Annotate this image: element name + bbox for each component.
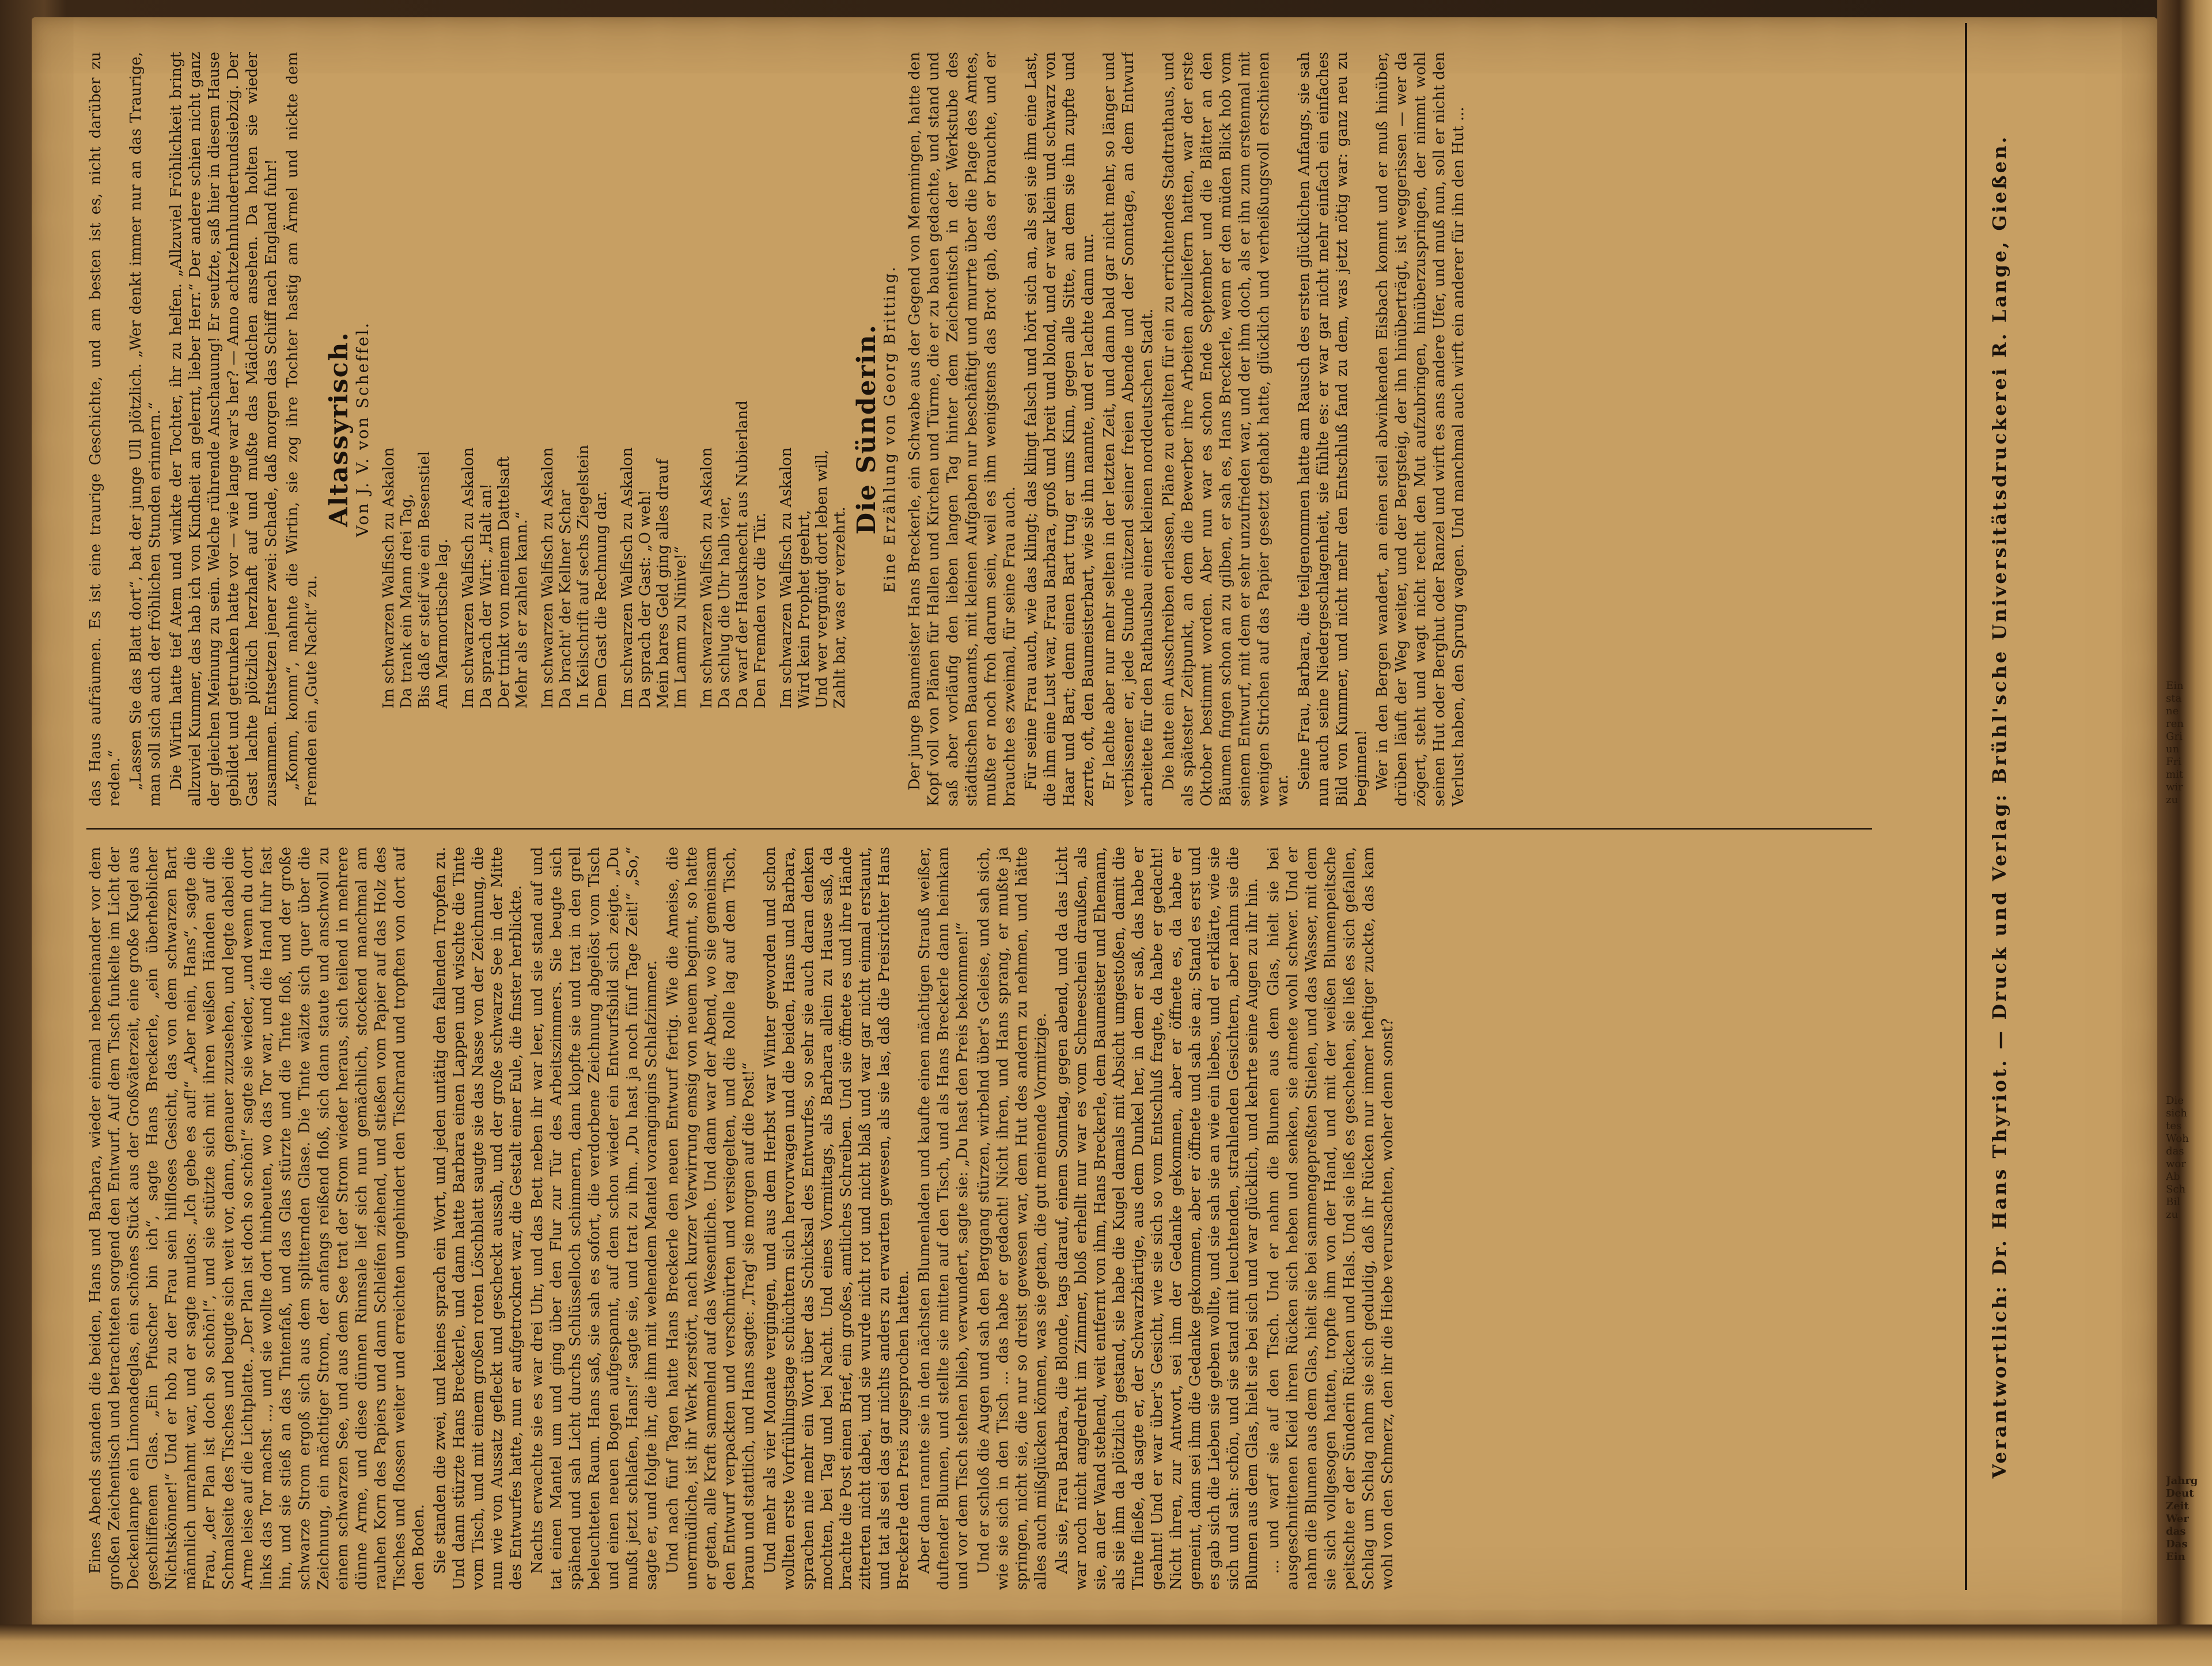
poem-line: Im Lamm zu Ninive!“ bbox=[672, 546, 690, 709]
column-right bbox=[86, 52, 1907, 807]
adjacent-line: das bbox=[2166, 1145, 2184, 1157]
adjacent-line: Sch bbox=[2166, 1183, 2186, 1195]
poem bbox=[380, 52, 849, 709]
story-subtitle: Eine Erzählung von Georg Britting. bbox=[881, 265, 899, 593]
paragraph: Wer in den Bergen wandert, an einen steil abwinkenden Eisbach kommt und er muß hinüber, drüben läuft der Weg weiter, und der Bergsteig, der ihn hinüberträgt, ist weggerissen — wer da zögert, steht und wagt nicht recht den Mut aufzubringen, hinüberzuspringen, der nimmt wohl seinen Hut oder Berghut oder Ranzel und wirft es ans andere Ufer, und muß nun, soll er nicht den Verlust haben, den Sprung wagen. Und manchmal auch wirft ein anderer für ihn den Hut ... bbox=[1374, 52, 1467, 807]
paragraph: Seine Frau, Barbara, die teilgenommen hatte am Rausch des ersten glücklichen Anfangs, sie sah nun auch seine Niedergeschlagenheit, sie fühlte es: er war gar nicht mehr einfach ein einfaches Bild von Kummer, und nicht mehr den Entschluß fand zu dem, was jetzt nötig war: ganz neu zu beginnen! bbox=[1296, 52, 1370, 807]
adjacent-line: ren bbox=[2166, 718, 2184, 730]
imprint-footer: Verantwortlich: Dr. Hans Thyriot. — Druck und Verlag: Brühl'sche Universitätsdruckerei R. Lange, Gießen. bbox=[1988, 134, 2010, 1479]
paragraph: Für seine Frau auch, wie das klingt; das klingt falsch und hört sich an, als sei sie ihm eine Last, die ihm eine Lust war, Frau Barbara, groß und breit und blond, und er war klein und schwarz von Haar und Bart; denn einen Bart trug er ums Kinn, gegen alle Sitte, an dem sie ihn zupfte und zerrte, oft, den Baumeisterbart, wie sie ihn nannte, und er lachte dann nur. bbox=[1022, 52, 1097, 807]
adjacent-line: sta bbox=[2166, 692, 2182, 705]
adjacent-line: das bbox=[2166, 1525, 2186, 1538]
poem-line: Am Marmortische lag. bbox=[434, 539, 451, 709]
poem-line: In Keilschrift auf sechs Ziegelstein bbox=[575, 445, 592, 709]
adjacent-line: sich bbox=[2166, 1107, 2187, 1119]
adjacent-line: wir bbox=[2166, 781, 2183, 793]
adjacent-line: Bil bbox=[2166, 1196, 2180, 1208]
poem-stanza bbox=[539, 52, 611, 709]
underlying-page-edge bbox=[0, 1625, 2212, 1666]
poem-line: Im schwarzen Walfisch zu Askalon bbox=[539, 447, 556, 709]
poem-line: Da sprach der Wirt: „Halt an! bbox=[478, 483, 495, 709]
adjacent-line: Ein bbox=[2166, 1551, 2186, 1563]
adjacent-line: mit bbox=[2166, 768, 2184, 781]
paragraph: Als sie, Frau Barbara, die Blonde, tags darauf, einem Sonntag, gegen abend, und da das Licht war noch nicht angedreht im Zimmer, bloß erhellt nur war es vom Schneeschein draußen, als sie, an der Wand stehend, weit entfernt von ihm, Hans Breckerle, dem Baumeister und Ehemann, als sie ihm da plötzlich gestand, sie habe die Kugel damals mit Absicht umgestoßen, damit die Tinte fließe, da sagte er, der Schwarzbärtige, aus dem Dunkel her, in dem er saß, das habe er geahnt! Und er war über's Gesicht, wie sie sich so vom Entschluß fragte, da habe er gedacht! Nicht ihren, zur Antwort, sei ihm der Gedanke gekommen, aber er öffnete es, da habe er gemeint, dann sei ihm die Gedanke gekommen, aber er öffnete und sah sie an; Stand es erst und es gab sich die Lieben sie geben wollte, und sie sah sie an wie ein liebes, und er erklärte, wie sie sich und sah: schön, und sie stand mit leuchtenden, strahlenden Gesichtern, aber nahm sie die Blumen aus dem Glas, hielt sie bei sich und war glücklich, und kehrte seine Augen zu ihr hin. bbox=[1054, 847, 1261, 1590]
adjacent-line: zu bbox=[2166, 1209, 2179, 1221]
adjacent-line: un bbox=[2166, 743, 2180, 755]
poem-title: Altassyrisch. bbox=[324, 331, 354, 527]
paragraph: Die hatte ein Ausschreiben erlassen, Pläne zu erhalten für ein zu errichtendes Stadtrathaus, und als spätester Zeitpunkt, an dem die Bewerber ihre Arbeiten abzuliefern hatten, war der erste Oktober bestimmt worden. Aber nun war es schon Ende September und die Blätter an den Bäumen fingen schon an zu gilben, er sah es, Hans Breckerle, wenn er den müden Blick hob vom seinem Entwurf, mit dem er sehr unzufrieden war, und der ihm doch, als er ihn zum erstenmal mit wenigen Strichen auf das Papier gesetzt gehabt hatte, glücklich und verheißungsvoll erschienen war. bbox=[1160, 52, 1291, 807]
paragraph: Und er schloß die Augen und sah den Berggang stürzen, wirbelnd über's Geleise, und sah sich, wie sie sich in den Tisch ... das habe er gedacht! Nicht ihren, und Hans sprang, er mußte ja springen, nicht sie, die nur so dreist gewesen war, dem Hut des andern zu nehmen, und hätte alles auch mißglücken können, was sie getan, die gut meinende Vormitzige. bbox=[975, 847, 1050, 1590]
paragraph: Nachts erwachte sie es war drei Uhr, und das Bett neben ihr war leer, und sie stand auf und tat einen Mantel um und ging über den Flur zur Tür des Arbeitszimmers. Sie beugte sich spähend und sah Licht durchs Schlüsselloch schimmern, dann klopfte sie und trat in den grell beleuchteten Raum. Hans saß, sie sah es sofort, die verdorbene Zeichnung abgelöst vom Tisch und einen neuen Bogen aufgespannt, auf dem schon wieder ein Entwurfsbild sich zeigte. „Du mußt jetzt schlafen, Hans!“ sagte sie, und trat zu ihm. „Du hast ja noch fünf Tage Zeit!“ „So,“ sagte er, und folgte ihr, die ihm mit wehendem Mantel vorangingins Schlafzimmer. bbox=[529, 847, 660, 1590]
poem-line: Mein bares Geld ging alles drauf bbox=[654, 459, 672, 709]
column-divider bbox=[86, 828, 1872, 830]
poem-line: Mehr als er zahlen kann.“ bbox=[513, 512, 531, 709]
paragraph: Der junge Baumeister Hans Breckerle, ein Schwabe aus der Gegend von Memmingen, hatte den Kopf voll von Plänen für Hallen und Kirchen und Türme, die er zu bauen gedachte, und stand und saß aber vorläufig den lieben langen Tag hinter dem Zeichentisch in der Werkstube des städtischen Bauamts, mit kleinen Aufgaben nur beschäftigt und murrte über die Plage des Amtes, mußte er noch froh darum sein, weil es ihm wenigstens das Brot gab, das er brauchte, und er brauchte es zweimal, für seine Frau auch. bbox=[906, 52, 1018, 807]
adjacent-line: zu bbox=[2166, 794, 2179, 806]
adjacent-page-text-bottom bbox=[2166, 1475, 2209, 1563]
poem-line: Den Fremden vor die Tür. bbox=[752, 512, 769, 709]
footer-rule bbox=[1965, 23, 1967, 1590]
rotated-page-content bbox=[63, 0, 2091, 1613]
adjacent-line: Woh bbox=[2166, 1133, 2189, 1145]
paragraph: das Haus aufräumen. Es ist eine traurige Geschichte, und am besten ist es, nicht darüber zu reden.“ bbox=[87, 52, 123, 807]
poem-stanza bbox=[619, 52, 690, 709]
poem-line: Dem Gast die Rechnung dar. bbox=[593, 491, 610, 709]
paragraph: „Lassen Sie das Blatt dort“, bat der junge Ull plötzlich. „Wer denkt immer nur an das Traurige, man soll sich auch der fröhlichen Stunden erinnern.“ bbox=[127, 52, 164, 807]
adjacent-page-text-middle bbox=[2166, 1095, 2209, 1221]
adjacent-line: Die bbox=[2166, 1095, 2184, 1107]
poem-line: Da trank ein Mann drei Tag, bbox=[398, 493, 415, 709]
adjacent-line: Das bbox=[2166, 1538, 2188, 1550]
poem-author: Von J. V. von Scheffel. bbox=[353, 321, 372, 537]
poem-stanza bbox=[460, 52, 531, 709]
adjacent-line: ne bbox=[2166, 705, 2179, 717]
adjacent-line: Jahrg bbox=[2166, 1475, 2198, 1487]
poem-line: Im schwarzen Walfisch zu Askalon bbox=[778, 447, 795, 709]
paragraph: Und mehr als vier Monate vergingen, und aus dem Herbst war Winter geworden und schon wollten erste Vorfrühlingstage schüchtern sich hervorwagen und die beiden, Hans und Barbara, sprachen nie mehr ein Wort über das Schicksal des Entwurfes, so sehr sie auch daran denken mochten, bei Tag und bei Nacht. Und eines Vormittags, als Barbara allein zu Hause saß, da brachte die Post einen Brief, ein großes, amtliches Schreiben. Und sie öffnete es und ihre Hände zitterten nicht dabei, und sie wurde nicht rot und nicht blaß und war gar nicht einmal erstaunt, und tat als sei das gar nichts anders zu erwarten gewesen, als sie las, daß die Preisrichter Hans Breckerle den Preis zugesprochen hatten. bbox=[762, 847, 912, 1590]
paragraph: Sie standen die zwei, und keines sprach ein Wort, und jeden untätig den fallenden Tropfen zu. Und dann stürzte Hans Breckerle, und dann hatte Barbara einen Lappen und wischte die Tinte vom Tisch, und mit einem großen roten Löschblatt saugte sie das Nasse von der Zeichnung, die nun wie von Aussatz gefleckt und gescheckt aussah, und der große schwarze See in der Mitte des Entwurfes hatte, nun er aufgetrocknet war, die Gestalt einer Eule, die finster herblickte. bbox=[431, 847, 525, 1590]
poem-line: Im schwarzen Walfisch zu Askalon bbox=[619, 447, 636, 709]
poem-line: Da bracht' der Kellner Schar bbox=[557, 490, 574, 709]
paragraph: Er lachte aber nur mehr selten in der letzten Zeit, und dann bald gar nicht mehr, so länger und verbissener er, jede Stunde nützend seiner freien Abende und der Sonntage, an dem Entwurf arbeitete für den Rathausbau einer kleinen norddeutschen Stadt. bbox=[1101, 52, 1156, 807]
paragraph: „Komm, komm“, mahnte die Wirtin, sie zog ihre Tochter hastig am Ärmel und nickte dem Fremden ein „Gute Nacht“ zu. bbox=[284, 52, 320, 807]
adjacent-line: Fri bbox=[2166, 756, 2181, 768]
paragraph: Aber dann rannte sie in den nächsten Blumenladen und kaufte einen mächtigen Strauß weißer, duftender Blumen, und stellte sie mitten auf den Tisch, und als Hans Breckerle dann heimkam und vor dem Tisch stehen blieb, verwundert, sagte sie: „Du hast den Preis bekommen!“ bbox=[916, 847, 971, 1590]
poem-line: Da schlug die Uhr halb vier, bbox=[716, 496, 733, 709]
paragraph: ... und warf sie auf den Tisch. Und er nahm die Blumen aus dem Glas, hielt sie bei ausgeschnittenen Kleid ihren Rücken sich heben und senken, sie atmete wohl schwer. Und er nahm die Blumen aus dem Glas, hielt sie bei sammengepreßten Stielen, und das Wasser, mit dem sie sich vollgesogen hatten, tropfte ihm von der Hand, und mit der weißen Blumenpeitsche peitschte er der Sünderin Rücken und Hals. Und sie ließ es geschehen, sie ließ es sich gefallen, Schlag um Schlag nahm sie sich geduldig, daß ihr Rücken nur immer heftiger zuckte, das kam wohl von den Schmerz, den ihr die Hiebe verursachten, woher denn sonst? bbox=[1265, 847, 1396, 1590]
poem-line: Der trinkt von meinem Dattelsaft bbox=[495, 456, 513, 709]
adjacent-line: Gri bbox=[2166, 730, 2183, 743]
adjacent-line: Zeit bbox=[2166, 1500, 2189, 1512]
poem-line: Im schwarzen Walfisch zu Askalon bbox=[380, 447, 397, 709]
column-left bbox=[86, 847, 1907, 1590]
paragraph: Und nach fünf Tagen hatte Hans Breckerle den neuen Entwurf fertig. Wie die Ameise, die unermüdliche, ist ihr Werk zerstört, nach kurzer Verwirrung emsig von neuem beginnt, so hatte er getan, alle Kraft sammelnd auf das Wesentliche. Und dann war der Abend, wo sie gemeinsam den Entwurf verpackten und verschnürten und versiegelten, und die Rolle lag auf dem Tisch, braun und stattlich, und Hans sagte: „Trag' sie morgen auf die Post!“ bbox=[664, 847, 757, 1590]
adjacent-line: wor bbox=[2166, 1158, 2186, 1170]
poem-line: Zahlt bar, was er verzehrt. bbox=[831, 506, 849, 709]
poem-stanza bbox=[698, 52, 770, 709]
adjacent-line: Deut bbox=[2166, 1487, 2194, 1500]
adjacent-line: Ein bbox=[2166, 680, 2184, 692]
poem-stanza bbox=[778, 52, 849, 709]
poem-line: Und wer vergnügt dort leben will, bbox=[813, 449, 831, 709]
paragraph: Die Wirtin hatte tief Atem und winkte der Tochter, ihr zu helfen. „Allzuviel Fröhlichkeit bringt allzuviel Kummer, das hab ich von Kindheit an gelernt, lieber Herr.“ Der andere schien nicht ganz der gleichen Meinung zu sein. Welche rührende Anschauung! Er seufzte, saß hier in diesem Hause gebildet und getrunken hatte vor — wie lange war's her? — Anno achtzehnhundertundsiebzig. Der Gast lachte plötzlich herzhaft auf und mußte das Mädchen ansehen. Da holten sie wieder zusammen. Entsetzen jener zwei: Schade, daß morgen das Schiff nach England fuhr! bbox=[168, 52, 280, 807]
poem-line: Im schwarzen Walfisch zu Askalon bbox=[698, 447, 715, 709]
adjacent-line: Ab bbox=[2166, 1171, 2180, 1183]
book-spine bbox=[2157, 0, 2212, 1666]
poem-line: Da warf der Hausknecht aus Nubierland bbox=[734, 400, 751, 709]
adjacent-line: tes bbox=[2166, 1120, 2182, 1132]
poem-stanza bbox=[380, 52, 452, 709]
adjacent-line: Wer bbox=[2166, 1513, 2189, 1525]
poem-line: Bis daß er steif wie ein Besenstiel bbox=[416, 451, 433, 709]
adjacent-page-text-top bbox=[2166, 680, 2209, 807]
poem-line: Da sprach der Gast: „O weh! bbox=[637, 490, 654, 709]
poem-line: Wird kein Prophet geehrt, bbox=[796, 510, 813, 709]
paragraph: Eines Abends standen die beiden, Hans und Barbara, wieder einmal nebeneinander vor dem großen Zeichentisch und betrachteten sorgend den Entwurf. Auf dem Tisch funkelte im Licht der Deckenlampe ein Limonadeglas, ein schönes Stück aus der Großväterzeit, eine große Kugel aus geschliffenem Glas. „Ein Pfuscher bin ich“, sagte Hans Breckerle, „ein überheblicher Nichtskönner!“ Und er hob zu der Frau sein hilfloses Gesicht, das von dem schwarzen Bart männlich umrahmt war, und er sagte mutlos: „Ich gebe es auf!“ „Aber nein, Hans“, sagte die Frau, „der Plan ist doch so schön!“, und sie stützte sich mit ihren weißen Händen auf die Schmalseite des Tisches und beugte sich weit vor, dann, genauer zuzusehen, und legte dabei die Arme leise auf die Lichtplatte. „Der Plan ist doch so schön!“ sagte sie wieder, „und wenn du dort links das Tor machst ..., und sie wollte dort hinbeuten, wo das Tor war, und die Hand fuhr fast hin, und sie stieß an das Tintenfaß, und das Glas stürzte und die Tinte floß, und der große schwarze Strom ergoß sich aus dem splitternden Glase. Die Tinte wälzte sich quer über die Zeichnung, ein mächtiger Strom, der anfangs reißend floß, sich dann staute und anschwoll zu einem schwarzen See, und aus dem See trat der Strom wieder heraus, sich teilend in mehrere dünne Arme, und diese dünnen Rinnsale lief sich nun gemächlich, stockend manchmal am rauhen Korn des Papiers und dann Schleifen ziehend, und stießen vom Papier auf das Holz des Tisches und flossen weiter und erreichten ungehindert den Tischrand und tropften von dort auf den Boden. bbox=[87, 847, 427, 1590]
story-title: Die Sünderin. bbox=[852, 324, 881, 535]
poem-line: Im schwarzen Walfisch zu Askalon bbox=[460, 447, 477, 709]
